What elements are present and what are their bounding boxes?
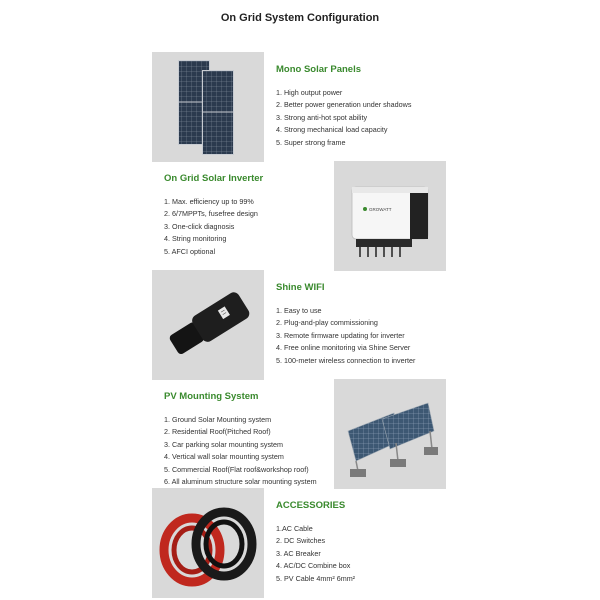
feature-list xyxy=(276,87,411,149)
list-item: 4. Strong mechanical load capacity xyxy=(276,125,388,135)
list-item: 5. PV Cable 4mm² 6mm² xyxy=(276,573,356,583)
wifi-dongle-image xyxy=(152,270,264,380)
section-title: On Grid Solar Inverter xyxy=(164,173,264,184)
list-item: 3. Remote firmware updating for inverter xyxy=(276,330,405,340)
list-item: 4. AC/DC Combine box xyxy=(276,561,351,571)
page-title: On Grid System Configuration xyxy=(220,12,380,24)
section-title: PV Mounting System xyxy=(164,391,259,402)
list-item: 1. Max. efficiency up to 99% xyxy=(164,197,254,206)
feature-list xyxy=(276,523,355,585)
list-item: 3. Car parking solar mounting system xyxy=(164,439,284,449)
section-title: ACCESSORIES xyxy=(276,500,346,511)
list-item: 5. AFCI optional xyxy=(164,246,216,256)
solar-panels-image xyxy=(152,52,264,162)
section-pv-mounting xyxy=(152,379,446,489)
list-item: 6. All aluminum structure solar mounting system xyxy=(164,477,317,487)
section-title: Shine WIFI xyxy=(276,282,325,293)
feature-list xyxy=(164,196,263,258)
list-item: 2. Better power generation under shadows xyxy=(276,100,412,110)
section-shine-wifi xyxy=(152,270,446,380)
list-item: 1. Ground Solar Mounting system xyxy=(164,415,272,424)
mounting-image xyxy=(334,379,446,489)
list-item: 3. One-click diagnosis xyxy=(164,221,235,231)
cables-image xyxy=(152,488,264,598)
feature-list xyxy=(164,414,317,488)
section-on-grid-inverter xyxy=(152,161,446,271)
list-item: 5. 100-meter wireless connection to inverter xyxy=(276,355,416,365)
brand-label: GROWATT xyxy=(369,207,392,212)
list-item: 5. Commercial Roof(Flat roof&workshop roof) xyxy=(164,464,309,474)
feature-list xyxy=(276,305,415,367)
section-title: Mono Solar Panels xyxy=(276,64,361,75)
list-item: 3. Strong anti-hot spot ability xyxy=(276,112,368,122)
list-item: 4. Vertical wall solar mounting system xyxy=(164,452,284,462)
list-item: 1.AC Cable xyxy=(276,524,313,533)
list-item: 1. High output power xyxy=(276,88,343,97)
list-item: 4. String monitoring xyxy=(164,234,227,244)
section-mono-solar-panels xyxy=(152,52,446,162)
list-item: 2. 6/7MPPTs, fusefree design xyxy=(164,209,258,219)
section-accessories xyxy=(152,488,446,598)
list-item: 2. Residential Roof(Pitched Roof) xyxy=(164,427,271,437)
inverter-image xyxy=(334,161,446,271)
list-item: 1. Easy to use xyxy=(276,306,322,315)
growatt-logo-icon xyxy=(363,207,367,211)
list-item: 2. DC Switches xyxy=(276,536,326,546)
list-item: 3. AC Breaker xyxy=(276,548,321,558)
list-item: 2. Plug-and-play commissioning xyxy=(276,318,378,328)
list-item: 5. Super strong frame xyxy=(276,137,346,147)
list-item: 4. Free online monitoring via Shine Server xyxy=(276,343,411,353)
